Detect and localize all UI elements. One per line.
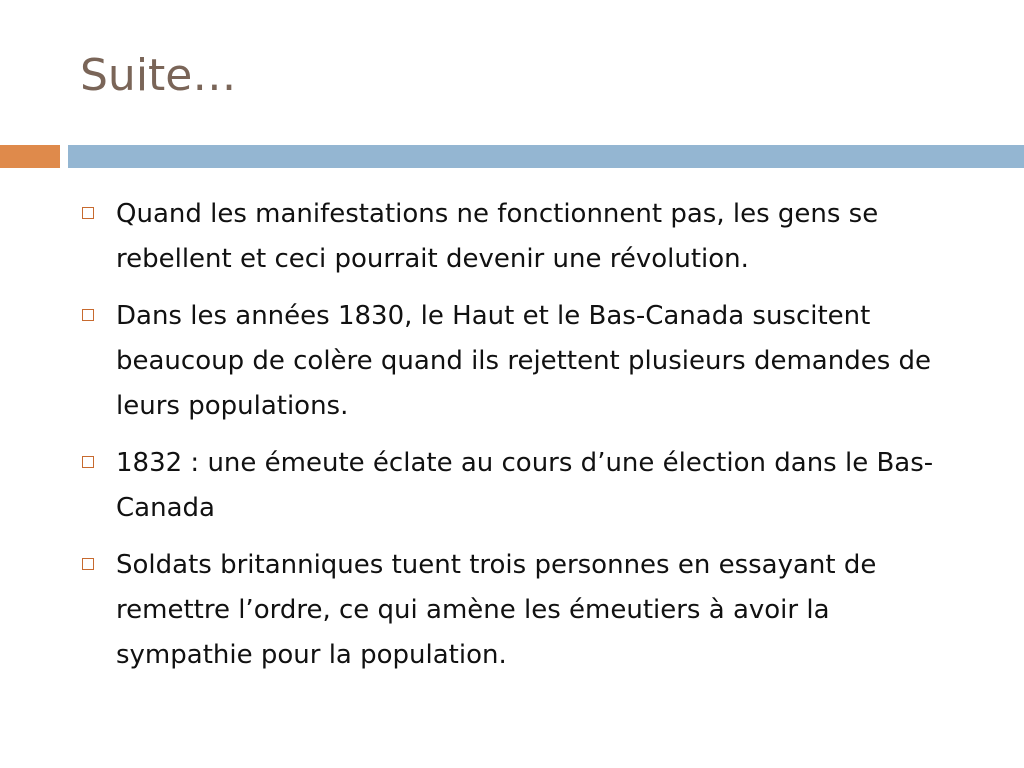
bullet-list [82, 192, 972, 690]
bullet-text: 1832 : une émeute éclate au cours d’une élection dans le Bas-Canada [116, 448, 934, 523]
bullet-item [82, 294, 972, 429]
title-rule-bar [68, 145, 1024, 168]
bullet-item [82, 441, 972, 531]
bullet-text: Dans les années 1830, le Haut et le Bas-Canada suscitent beaucoup de colère quand ils rejettent plusieurs demandes de leurs populations. [116, 301, 932, 421]
square-bullet-icon [82, 558, 94, 570]
accent-bar [0, 145, 60, 168]
bullet-text: Soldats britanniques tuent trois personnes en essayant de remettre l’ordre, ce qui amène les émeutiers à avoir la sympathie pour la population. [116, 550, 877, 670]
bullet-item [82, 543, 972, 678]
square-bullet-icon [82, 309, 94, 321]
bullet-item [82, 192, 972, 282]
slide-title: Suite… [80, 50, 237, 101]
square-bullet-icon [82, 456, 94, 468]
bullet-text: Quand les manifestations ne fonctionnent pas, les gens se rebellent et ceci pourrait devenir une révolution. [116, 199, 879, 274]
square-bullet-icon [82, 207, 94, 219]
